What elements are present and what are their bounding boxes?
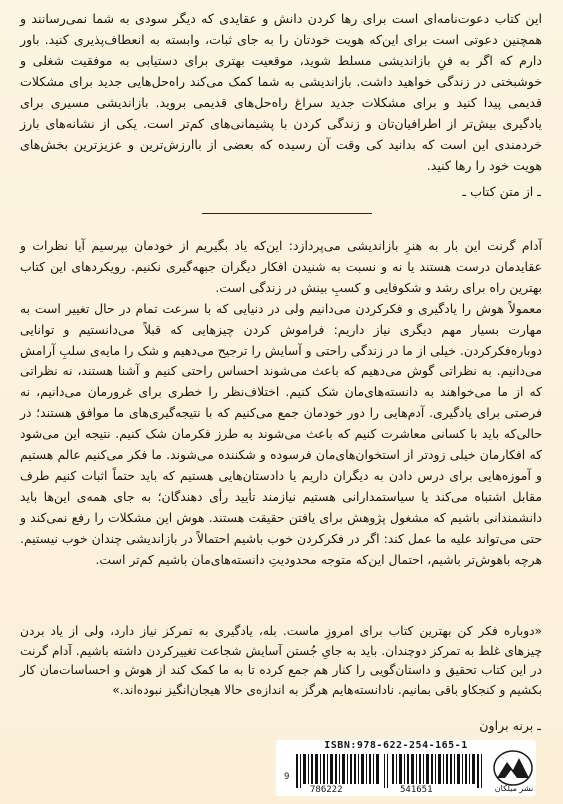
description-paragraph-1: آدام گرنت این بار به هنرِ بازاندیشی می‌پردازد: این‌که یاد بگیریم از خودمان بپرسیم آیا نظرات و عقایدمان درست هستند یا نه و نسبت به شنیدن افکار دیگران جبهه‌گیری نکنیم. رویکردهای این کتاب بهترین راه برای رشد و شکوفایی و کسبِ بینش در زندگی است. xyxy=(20,238,542,295)
opening-quote xyxy=(20,8,542,176)
barcode-group-2: 541651 xyxy=(400,785,433,795)
closing-quote-text: «دوباره فکر کن بهترین کتاب برای امروزِ ماست. بله، یادگیری به تمرکز نیاز دارد، ولی از یاد بردن چیزهای غلط به تمرکز دوچندان. باید به جایِ جُستن آسایش شجاعت تغییرکردن داشته باشیم. آدام گرنت در این کتاب تحقیق و داستان‌گویی را کنار هم جمع کرده تا به ما کمک کند از هوش و احساسات‌مان کار بکشیم و کنجکاو باقی بمانیم. نادانسته‌هایم هرگز به اندازه‌ی حالا هیجان‌انگیز نبوده‌اند.» xyxy=(20,624,542,697)
opening-quote-source: ـ از متن کتاب ـ xyxy=(462,184,541,199)
divider xyxy=(202,213,372,214)
main-description xyxy=(20,236,542,571)
isbn-text: ISBN:978-622-254-165-1 xyxy=(324,740,468,751)
publisher-name: نشر میلکان xyxy=(494,784,534,793)
barcode-group-1: 786222 xyxy=(310,785,343,795)
closing-quote xyxy=(20,622,542,700)
barcode-icon xyxy=(296,754,482,788)
description-paragraph-2: معمولاً هوش را یادگیری و فکرکردن می‌دانیم ولی در دنیایی که با سرعت تمام در حال تغییر است به مهارت بسیار مهم دیگری نیاز داریم: فراموش کردن چیزهایی که قبلاً می‌دانستیم و توانایی دوباره‌فکرکردن. خیلی از ما در زندگی راحتی و آسایش را ترجیح می‌دهیم و شک را مایه‌ی سلبِ آرامش می‌دانیم. به نظراتی گوش می‌دهیم که باعث می‌شوند احساس راحتی کنیم و آشنا هستند، نه نظراتی که از ما می‌خواهند به دانسته‌های‌مان شک کنیم. اختلاف‌نظر را خطری برای غرورمان می‌دانیم، نه فرصتی برای یادگیری. آدم‌هایی را دور خودمان جمع می‌کنیم که با نتیجه‌گیری‌های ما موافق هستند؛ در حالی‌که باید با کسانی معاشرت کنیم که باعث می‌شوند به طرز فکرمان شک کنیم. نتیجه این می‌شود که افکارمان خیلی زودتر از استخوان‌های‌مان فرسوده و شکننده می‌شوند. ما فکر می‌کنیم عالم هستیم و آموزه‌هایی برای درس دادن به دیگران داریم یا دادستان‌هایی هستیم که باید حتماً اثبات کنیم طرف مقابل اشتباه می‌کند یا سیاستمدارانی هستیم نیازمند تأیید رأی دهندگان؛ به جای همه‌ی این‌ها باید دانشمندانی باشیم که مشغول پژوهش برای یافتن حقیقت هستند. هوش این مشکلات را رفع نمی‌کند و حتی می‌تواند علیه ما عمل کند: اگر در فکرکردن خوب باشیم احتمالاً در بازاندیشی چندان خوب نیستیم. هرچه باهوش‌تر باشیم، احتمال این‌که متوجه محدودیتِ دانسته‌های‌مان باشیم کم‌تر است. xyxy=(20,300,542,567)
barcode-lead-digit: 9 xyxy=(284,772,290,782)
opening-quote-text: این کتاب دعوت‌نامه‌ای است برای رها کردن دانش و عقایدی که دیگر سودی به شما نمی‌رسانند و همچنین دعوتی است برای این‌که هویت خودتان را به جای ثبات، وابسته به انعطاف‌پذیری کنید. باور دارم که اگر به فنِ بازاندیشی مسلط شوید، موقعیت بهتری برای دستیابی به موفقیت شغلی و خوشبختی در زندگی خواهید داشت. بازاندیشی به شما کمک می‌کند راه‌حل‌هایی جدید برای مشکلات قدیمی پیدا کنید و برای مشکلات جدید سراغ راه‌حل‌های قدیمی بروید. بازاندیشی مسیری برای یادگیری بیش‌تر از اطرافیان‌تان و زندگی کردن با پشیمانی‌های کم‌تر است. یکی از نشانه‌های بارز خردمندی این است که بدانید کی وقت آن رسیده که بعضی از باارزش‌ترین و عزیزترین بخش‌های هویت خود را رها کنید. xyxy=(20,11,542,173)
closing-quote-author: ـ برنه براون xyxy=(479,718,541,733)
